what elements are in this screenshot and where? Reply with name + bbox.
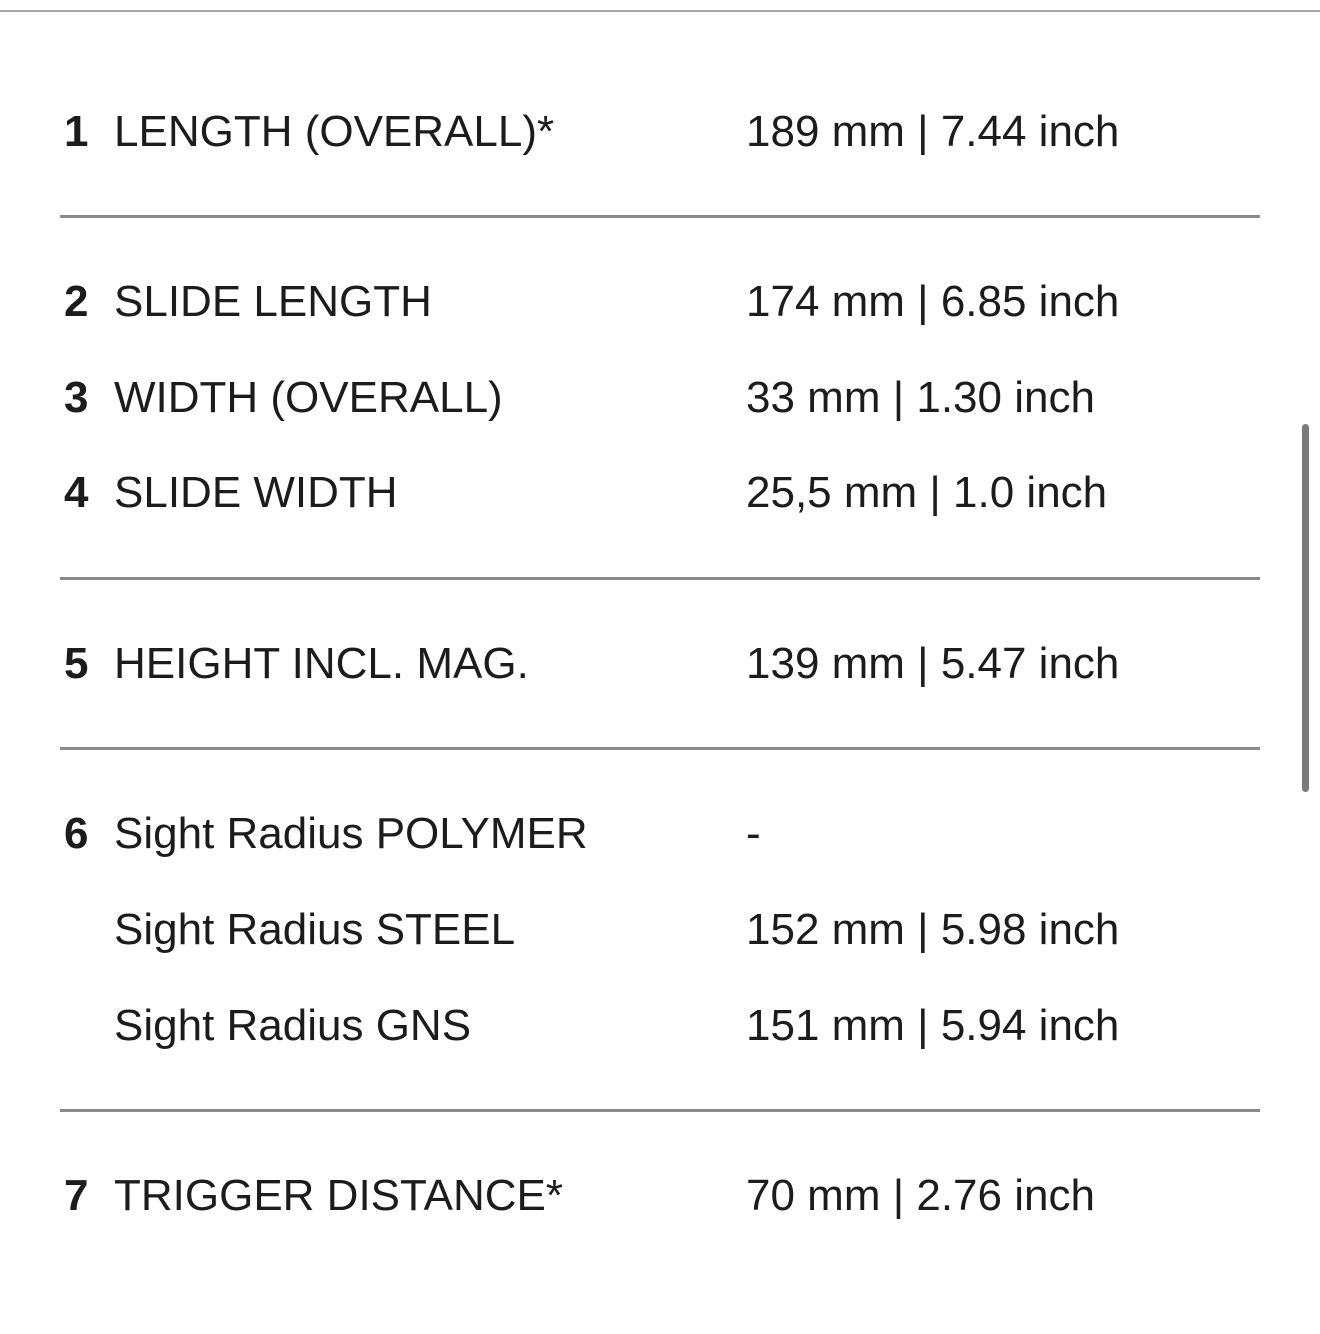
spec-number: 5 — [64, 639, 89, 688]
spec-number: 2 — [64, 277, 89, 326]
spec-row-length-overall — [0, 102, 1320, 162]
spec-value: 152 mm | 5.98 inch — [746, 905, 1120, 954]
spec-number: 3 — [64, 373, 89, 422]
vertical-scrollbar[interactable] — [1302, 424, 1309, 792]
spec-label: Sight Radius GNS — [114, 1001, 472, 1050]
spec-number: 1 — [64, 107, 89, 156]
spec-value: 174 mm | 6.85 inch — [746, 277, 1120, 326]
section-divider — [60, 1109, 1260, 1112]
spec-row-slide-length — [0, 272, 1320, 332]
spec-value: 139 mm | 5.47 inch — [746, 639, 1120, 688]
spec-label: TRIGGER DISTANCE* — [114, 1171, 564, 1220]
spec-row-sight-radius-steel — [0, 900, 1320, 960]
spec-label: WIDTH (OVERALL) — [114, 373, 503, 422]
spec-value: 70 mm | 2.76 inch — [746, 1171, 1095, 1220]
spec-row-slide-width — [0, 463, 1320, 523]
spec-label: Sight Radius POLYMER — [114, 809, 588, 858]
spec-row-sight-radius-polymer — [0, 804, 1320, 864]
spec-number: 7 — [64, 1171, 89, 1220]
spec-row-height-incl-mag — [0, 634, 1320, 694]
spec-label: HEIGHT INCL. MAG. — [114, 639, 529, 688]
spec-value: 33 mm | 1.30 inch — [746, 373, 1095, 422]
spec-number: 4 — [64, 468, 89, 517]
spec-label: SLIDE WIDTH — [114, 468, 398, 517]
spec-label: LENGTH (OVERALL)* — [114, 107, 555, 156]
spec-row-sight-radius-gns — [0, 996, 1320, 1056]
section-divider — [60, 747, 1260, 750]
spec-row-width-overall — [0, 368, 1320, 428]
spec-label: SLIDE LENGTH — [114, 277, 432, 326]
spec-value: 25,5 mm | 1.0 inch — [746, 468, 1108, 517]
spec-value: - — [746, 809, 761, 858]
section-divider — [60, 215, 1260, 218]
spec-number: 6 — [64, 809, 89, 858]
section-divider — [60, 577, 1260, 580]
spec-row-trigger-distance — [0, 1166, 1320, 1226]
spec-value: 151 mm | 5.94 inch — [746, 1001, 1120, 1050]
top-divider — [0, 10, 1320, 12]
spec-value: 189 mm | 7.44 inch — [746, 107, 1120, 156]
spec-label: Sight Radius STEEL — [114, 905, 516, 954]
